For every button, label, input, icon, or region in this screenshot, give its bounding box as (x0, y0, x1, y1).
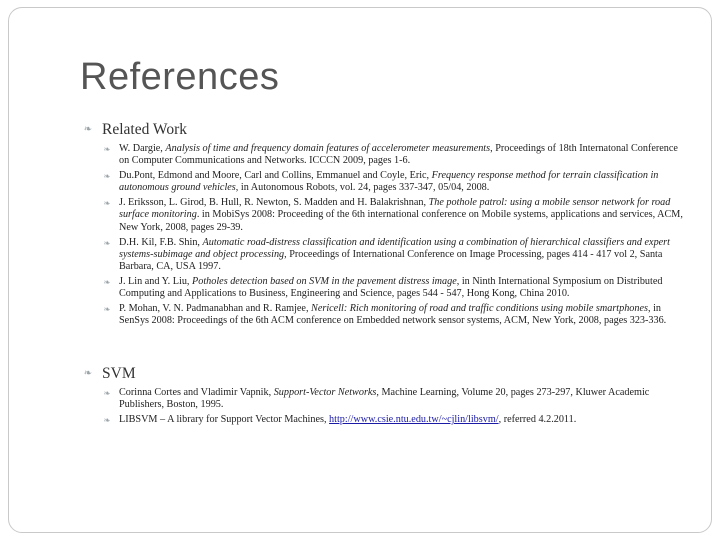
ref-authors: Corinna Cortes and Vladimir Vapnik, (119, 387, 274, 398)
ref-authors: J. Eriksson, L. Girod, B. Hull, R. Newton, S. Madden and H. Balakrishnan, (119, 197, 429, 209)
reference-item (100, 414, 690, 426)
reference-item (100, 170, 690, 194)
section-heading (80, 121, 690, 139)
reference-item (100, 143, 690, 167)
section-related-work (80, 121, 690, 330)
ref-authors: Du.Pont, Edmond and Moore, Carl and Collins, Emmanuel and Coyle, Eric, (119, 170, 432, 182)
bullet-icon: ❧ (83, 368, 93, 379)
bullet-icon: ❧ (103, 171, 111, 182)
ref-title: Nericell: Rich monitoring of road and traffic conditions using mobile smartphones (311, 303, 648, 315)
ref-authors: W. Dargie, (119, 143, 166, 154)
ref-authors: D.H. Kil, F.B. Shin, (119, 236, 203, 248)
ref-source: , in SenSys 2008: Proceedings of the 6th ACM conference on Embedded network sensor systems, ACM, New York, 2008, pages 323-336. (119, 303, 667, 327)
bullet-icon: ❧ (103, 304, 111, 315)
ref-source: . in MobiSys 2008: Proceeding of the 6th international conference on Mobile systems, applications and services, ACM, New York, 2008, pages 29-39. (119, 209, 683, 233)
ref-title: The pothole patrol: using a mobile sensor network for road surface monitoring (119, 197, 671, 221)
ref-title: Frequency response method for terrain classification in autonomous ground vehicles (119, 170, 659, 194)
ref-source: , Proceedings of International Conference on Image Processing, pages 414 - 417 vol 2, Santa Barbara, CA, USA 1997. (119, 248, 663, 272)
bullet-icon: ❧ (103, 144, 111, 154)
libsvm-link[interactable]: http://www.csie.ntu.edu.tw/~cjlin/libsvm/ (329, 414, 499, 426)
ref-authors: P. Mohan, V. N. Padmanabhan and R. Ramjee, (119, 303, 312, 315)
reference-list (80, 387, 690, 426)
ref-source: , referred 4.2.2011. (498, 414, 577, 426)
section-svm (80, 365, 690, 429)
reference-item (100, 387, 690, 411)
ref-title: Support-Vector Networks (273, 387, 377, 398)
bullet-icon: ❧ (103, 388, 111, 398)
ref-source: , Machine Learning, Volume 20, pages 273-297, Kluwer Academic Publishers, Boston, 1995. (119, 387, 650, 411)
reference-item (100, 237, 690, 273)
reference-list (80, 143, 690, 327)
reference-item (100, 276, 690, 300)
ref-source: , Proceedings of 18th Internatonal Conference on Computer Communications and Networks. ICCCN 2009, pages 1-6. (119, 143, 678, 167)
bullet-icon: ❧ (103, 415, 111, 426)
bullet-icon: ❧ (103, 237, 111, 248)
reference-item (100, 197, 690, 233)
ref-source: , in Autonomous Robots, vol. 24, pages 337-347, 05/04, 2008. (235, 182, 490, 194)
section-heading-label: Related Work (102, 121, 187, 138)
reference-item (100, 303, 690, 327)
ref-title: Analysis of time and frequency domain features of accelerometer measurements (165, 143, 491, 154)
bullet-icon: ❧ (103, 276, 111, 287)
ref-authors: J. Lin and Y. Liu, (119, 275, 193, 287)
section-heading-label: SVM (102, 365, 136, 382)
section-heading (80, 365, 690, 383)
ref-authors: LIBSVM – A library for Support Vector Machines, (119, 414, 330, 426)
bullet-icon: ❧ (103, 198, 111, 209)
ref-source: , in Ninth International Symposium on Distributed Computing and Applications to Business, Engineering and Science, pages 544 - 547, Hong Kong, China 2010. (119, 275, 663, 300)
slide-title: References (80, 56, 280, 98)
ref-title: Potholes detection based on SVM in the pavement distress image (192, 275, 457, 287)
bullet-icon: ❧ (83, 124, 93, 135)
ref-title: Automatic road-distress classification and identification using a combination of hierarchical classifiers and expert systems-subimage and object processing (119, 236, 670, 260)
